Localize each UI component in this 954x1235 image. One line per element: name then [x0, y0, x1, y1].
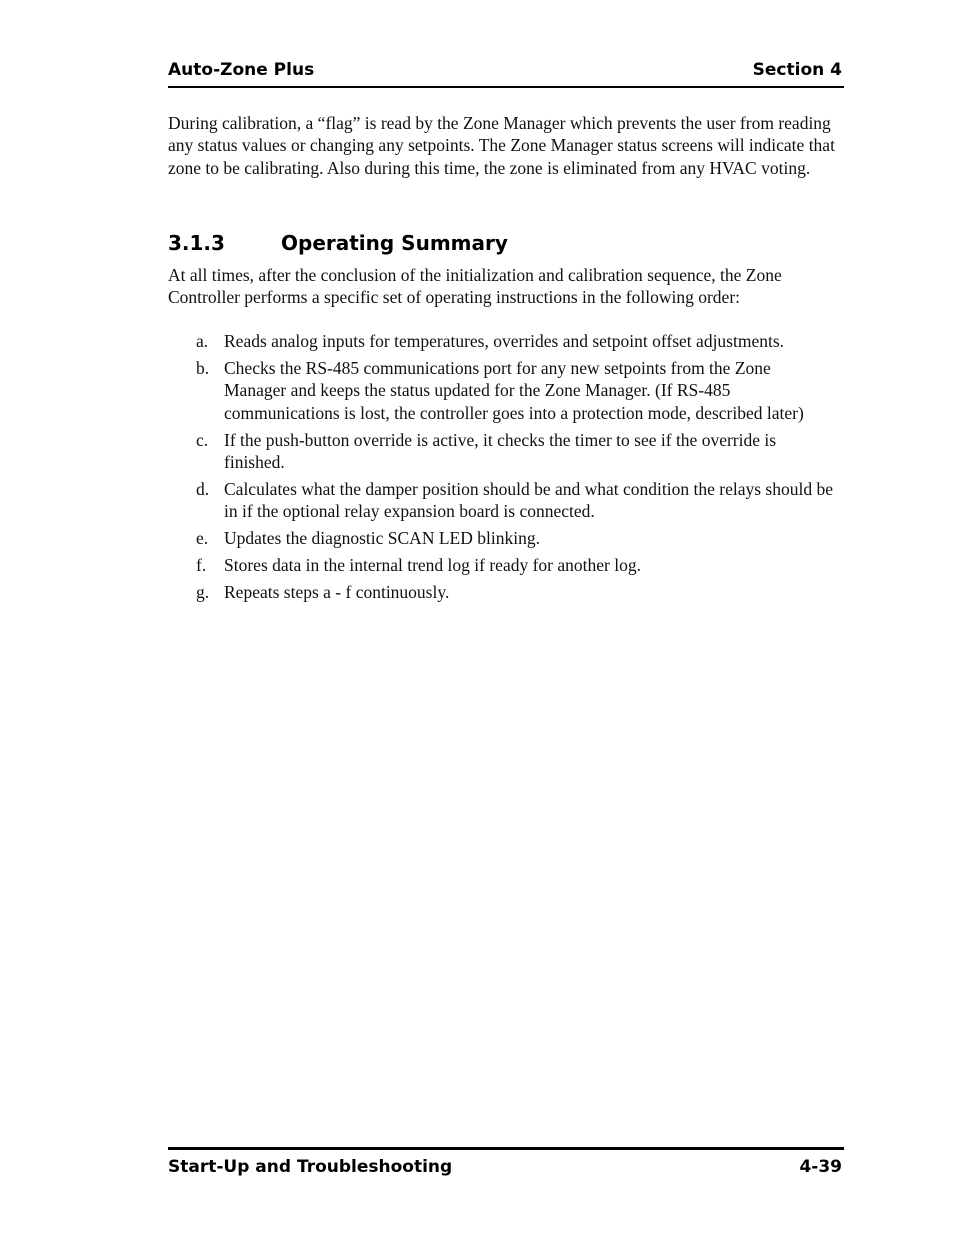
list-item-text: Reads analog inputs for temperatures, overrides and setpoint offset adjustments. [224, 331, 785, 351]
intro-paragraph: During calibration, a “flag” is read by the Zone Manager which prevents the user from reading any status values or changing any setpoints. The Zone Manager status screens will indicate that zone to be calibrating. Also during this time, the zone is eliminated from any HVAC voting. [168, 113, 835, 178]
list-item-text: Stores data in the internal trend log if ready for another log. [224, 555, 641, 576]
summary-paragraph: At all times, after the conclusion of the initialization and calibration sequence, the Zone Controller performs a specific set of operating instructions in the following order: [168, 265, 782, 308]
list-item [196, 330, 836, 352]
footer-chapter: Start-Up and Troubleshooting [168, 1157, 453, 1177]
list-item [196, 478, 836, 523]
header-section: Section 4 [752, 60, 842, 80]
header-title: Auto-Zone Plus [168, 60, 315, 80]
list-marker: a. [196, 331, 209, 351]
list-item-text: If the push-button override is active, it checks the timer to see if the override is finished. [224, 429, 777, 472]
page-number: 4-39 [799, 1157, 842, 1177]
page-footer [168, 1147, 844, 1186]
list-item [196, 554, 836, 576]
list-item [196, 357, 836, 424]
list-marker: g. [196, 582, 210, 603]
list-marker: e. [196, 528, 209, 549]
list-item-text: Repeats steps a - f continuously. [224, 582, 450, 603]
list-item [196, 429, 836, 474]
list-item-text: Checks the RS-485 communications port for any new setpoints from the Zone Manager and keeps the status updated for the Zone Manager. (If RS-485 communications is lost, the controller goes into a protection mode, described later) [224, 357, 804, 423]
list-marker: b. [196, 357, 210, 378]
steps-list [196, 330, 836, 608]
list-item [196, 527, 836, 549]
section-number: 3.1.3 [168, 231, 225, 255]
section-heading [168, 231, 508, 255]
list-marker: c. [196, 429, 209, 450]
section-title: Operating Summary [281, 231, 508, 255]
list-item [196, 581, 836, 603]
list-item-text: Updates the diagnostic SCAN LED blinking. [224, 528, 540, 549]
list-marker: d. [196, 478, 210, 499]
page-header [168, 58, 844, 88]
list-marker: f. [196, 555, 207, 576]
list-item-text: Calculates what the damper position should be and what condition the relays should be in if the optional relay expansion board is connected. [224, 478, 833, 522]
